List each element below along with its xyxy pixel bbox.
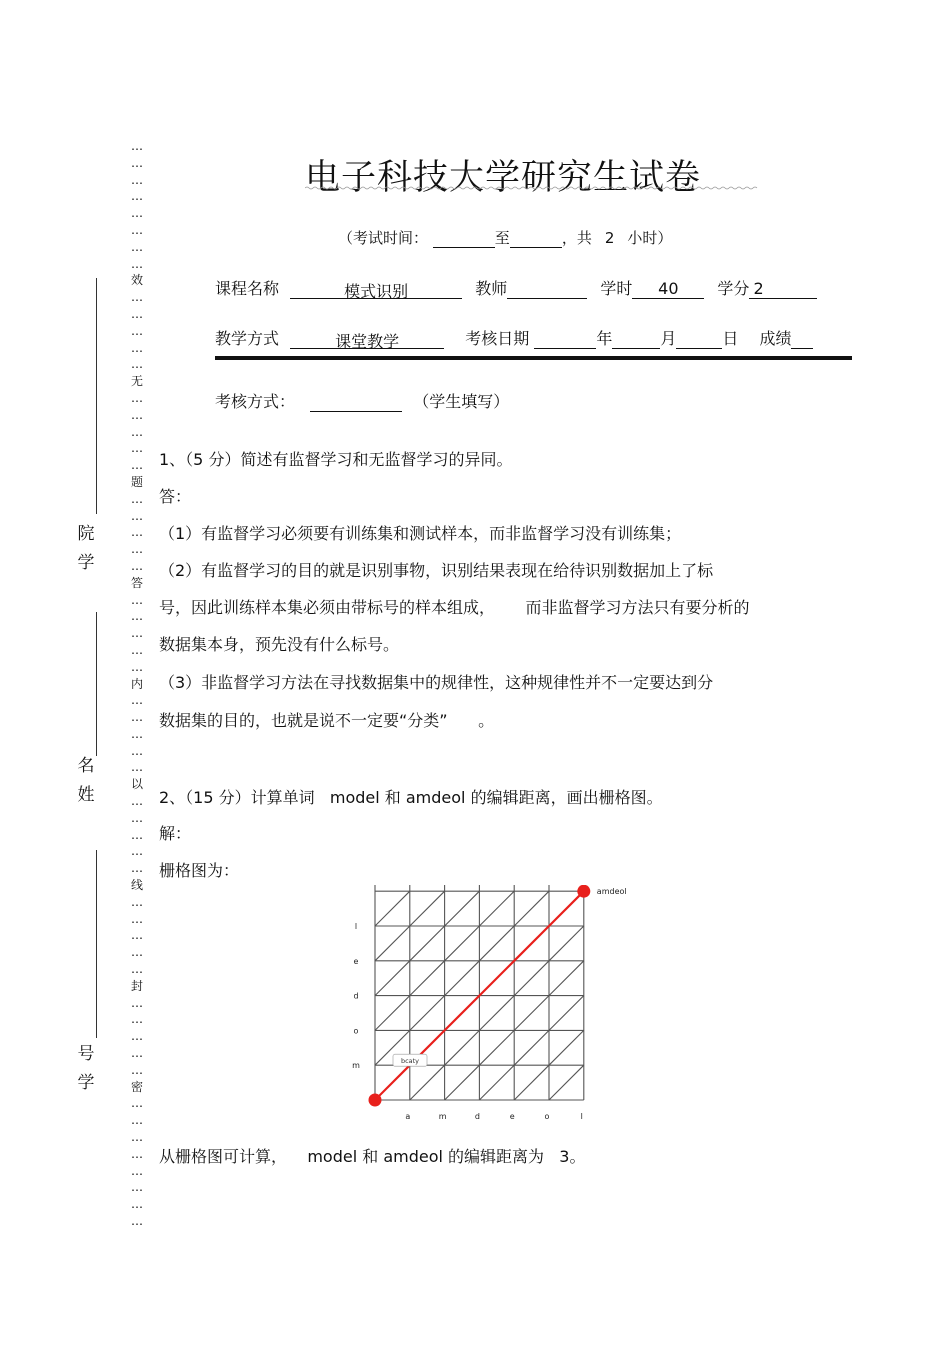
credit-value: 2 xyxy=(753,279,764,298)
course-value: 模式识别 xyxy=(344,282,409,301)
q1-answer-label: 答： xyxy=(159,487,192,506)
binding-char: 封 xyxy=(130,978,143,993)
binding-dots: … xyxy=(131,340,143,355)
grid-diagonal xyxy=(549,996,584,1031)
year-label: 年 xyxy=(596,329,613,348)
end-label: amdeol xyxy=(596,887,627,897)
binding-dots: … xyxy=(131,222,143,237)
binding-dots: … xyxy=(131,139,143,153)
q2-conclusion: 从栅格图可计算， model 和 amdeol 的编辑距离为 3。 xyxy=(159,1147,586,1166)
score-label: 成绩 xyxy=(759,329,792,348)
binding-dots: … xyxy=(131,189,143,204)
grid-diagonal xyxy=(445,1030,480,1065)
grid-diagonal xyxy=(514,961,549,996)
binding-dots: … xyxy=(131,1130,143,1145)
start-point xyxy=(369,1094,382,1107)
year-field xyxy=(534,329,596,349)
grid-diagonal xyxy=(375,996,410,1031)
sidebar-label-id xyxy=(76,1040,96,1098)
q2-solve-label: 解： xyxy=(159,824,192,843)
header-row-1 xyxy=(215,276,817,299)
binding-dots: … xyxy=(131,810,143,825)
binding-dots: … xyxy=(131,206,143,221)
teacher-field xyxy=(507,279,587,299)
exam-mode-row xyxy=(215,389,509,412)
grid-diagonal xyxy=(375,961,410,996)
exam-start-blank xyxy=(433,228,495,248)
exam-time-sep: ，共 xyxy=(561,229,592,247)
y-tick-label: l xyxy=(354,922,358,931)
grid-diagonal xyxy=(445,926,480,961)
binding-dots: … xyxy=(131,693,143,708)
grid-diagonal xyxy=(549,1065,584,1100)
exam-mode-note: （学生填写） xyxy=(413,392,510,411)
binding-dots: … xyxy=(131,508,143,523)
binding-dots: … xyxy=(131,172,143,187)
binding-dots: … xyxy=(131,1214,143,1228)
grid-diagonal xyxy=(410,891,445,926)
grid-diagonal xyxy=(410,1065,445,1100)
binding-dots: … xyxy=(131,1146,143,1161)
binding-dots: … xyxy=(131,962,143,977)
method-label: 教学方式 xyxy=(215,329,280,348)
binding-char: 内 xyxy=(130,676,143,691)
binding-dots: … xyxy=(131,1163,143,1178)
binding-char: 线 xyxy=(130,878,143,893)
q1-line: （1）有监督学习必须要有训练集和测试样本，而非监督学习没有训练集； xyxy=(159,524,682,543)
binding-dots: … xyxy=(131,945,143,960)
path-segment xyxy=(479,961,514,996)
binding-char: 题 xyxy=(130,474,143,489)
exam-time xyxy=(338,227,672,248)
exam-time-prefix: （考试时间： xyxy=(338,229,429,247)
binding-dots: … xyxy=(131,760,143,775)
hours-field xyxy=(632,279,704,299)
y-tick-label: e xyxy=(353,956,359,966)
path-segment xyxy=(445,996,480,1031)
grid-diagonal xyxy=(445,961,480,996)
binding-dots: … xyxy=(131,1062,143,1077)
binding-dots: … xyxy=(131,290,143,305)
binding-dots: … xyxy=(131,407,143,422)
title-wavy-underline xyxy=(305,186,760,190)
path-segment xyxy=(375,1065,410,1100)
method-field xyxy=(290,329,444,349)
header-divider xyxy=(215,356,852,360)
grid-diagonal xyxy=(549,1030,584,1065)
binding-dots: … xyxy=(131,861,143,876)
binding-dots: … xyxy=(131,357,143,372)
edit-distance-lattice xyxy=(340,885,640,1130)
binding-dots: … xyxy=(131,1046,143,1061)
binding-dots: … xyxy=(131,491,143,506)
binding-char: 以 xyxy=(130,777,143,792)
binding-dots: … xyxy=(131,642,143,657)
grid-diagonal xyxy=(549,926,584,961)
exam-mode-label: 考核方式： xyxy=(215,392,296,411)
grid-diagonal xyxy=(375,891,410,926)
day-field xyxy=(676,329,722,349)
binding-dots: … xyxy=(131,827,143,842)
binding-dots: … xyxy=(131,844,143,859)
credit-field xyxy=(749,279,817,299)
month-label: 月 xyxy=(660,329,677,348)
binding-dots: … xyxy=(131,743,143,758)
binding-dots: … xyxy=(131,911,143,926)
binding-char: 密 xyxy=(130,1079,143,1094)
sidebar-char: 号 xyxy=(77,1044,95,1064)
y-tick-label: o xyxy=(353,1026,359,1036)
x-tick-label: a xyxy=(405,1112,411,1121)
q1-line: （3）非监督学习方法在寻找数据集中的规律性，这种规律性并不一定要达到分 xyxy=(159,673,714,692)
binding-dots: … xyxy=(131,239,143,254)
x-tick-label: o xyxy=(544,1112,550,1121)
exam-time-suffix: 小时） xyxy=(627,229,673,247)
course-field xyxy=(290,279,462,299)
binding-dots: … xyxy=(131,928,143,943)
x-tick-label: e xyxy=(509,1112,515,1121)
hours-label: 学时 xyxy=(600,279,633,298)
grid-diagonal xyxy=(375,926,410,961)
sidebar-char: 院 xyxy=(77,524,95,544)
exam-mode-field xyxy=(310,392,402,412)
binding-dots: … xyxy=(131,525,143,540)
grid-diagonal xyxy=(549,961,584,996)
method-value: 课堂教学 xyxy=(335,332,400,351)
grid-diagonal xyxy=(514,891,549,926)
binding-dots: … xyxy=(131,659,143,674)
binding-dots: … xyxy=(131,458,143,473)
binding-dots: … xyxy=(131,894,143,909)
exam-hours: 2 xyxy=(604,229,615,247)
credit-label: 学分 xyxy=(717,279,750,298)
q1-line: 数据集本身，预先没有什么标号。 xyxy=(159,635,400,654)
binding-dots: … xyxy=(131,256,143,271)
sidebar-char: 名 xyxy=(77,756,95,776)
sidebar-label-college xyxy=(76,520,96,578)
sidebar-char: 姓 xyxy=(77,785,95,805)
binding-dots: … xyxy=(131,424,143,439)
sidebar-rule-1 xyxy=(96,278,97,514)
hours-value: 40 xyxy=(658,279,679,298)
binding-dots: … xyxy=(131,306,143,321)
grid-diagonal xyxy=(514,1065,549,1100)
grid-diagonal xyxy=(410,926,445,961)
end-point xyxy=(577,885,590,898)
grid-diagonal xyxy=(410,961,445,996)
grid-diagonal xyxy=(445,1065,480,1100)
binding-dots: … xyxy=(131,710,143,725)
binding-dots: … xyxy=(131,1096,143,1111)
score-field xyxy=(791,329,813,349)
path-segment xyxy=(514,926,549,961)
exam-end-blank xyxy=(510,228,562,248)
course-label: 课程名称 xyxy=(215,279,280,298)
path-segment xyxy=(549,891,584,926)
date-label: 考核日期 xyxy=(465,329,530,348)
grid-diagonal xyxy=(479,996,514,1031)
x-tick-label: d xyxy=(474,1112,480,1121)
binding-dots: … xyxy=(131,592,143,607)
binding-dots: … xyxy=(131,441,143,456)
binding-dots: … xyxy=(131,558,143,573)
q2-grid-label: 栅格图为： xyxy=(159,861,240,880)
binding-char: 答 xyxy=(130,575,143,590)
binding-char: 无 xyxy=(130,374,143,389)
grid-diagonal xyxy=(479,1030,514,1065)
binding-char: 效 xyxy=(130,273,143,288)
binding-dots: … xyxy=(131,1197,143,1212)
grid-diagonal xyxy=(479,926,514,961)
y-tick-label: d xyxy=(353,991,359,1001)
q2-title: 2、（15 分）计算单词 model 和 amdeol 的编辑距离，画出栅格图。 xyxy=(159,788,663,807)
y-tick-label: m xyxy=(352,1061,360,1071)
binding-dots: … xyxy=(131,1012,143,1027)
sidebar-char: 学 xyxy=(77,1073,95,1093)
binding-dots: … xyxy=(131,626,143,641)
exam-time-to: 至 xyxy=(494,229,510,247)
grid-diagonal xyxy=(479,1065,514,1100)
binding-dots: … xyxy=(131,323,143,338)
sidebar-label-name xyxy=(76,752,96,810)
q1-line: 号，因此训练样本集必须由带标号的样本组成， 而非监督学习方法只有要分析的 xyxy=(159,598,750,617)
binding-dots: … xyxy=(131,726,143,741)
teacher-label: 教师 xyxy=(475,279,508,298)
grid-diagonal xyxy=(410,996,445,1031)
x-tick-label: l xyxy=(580,1112,583,1121)
binding-line-column xyxy=(125,138,149,1230)
binding-dots: … xyxy=(131,995,143,1010)
binding-dots: … xyxy=(131,1113,143,1128)
q1-line: 数据集的目的，也就是说不一定要“分类” 。 xyxy=(159,711,495,730)
binding-dots: … xyxy=(131,542,143,557)
binding-dots: … xyxy=(131,1180,143,1195)
tooltip-label: bcaty xyxy=(400,1057,420,1066)
grid-diagonal xyxy=(514,996,549,1031)
binding-dots: … xyxy=(131,1029,143,1044)
binding-dots: … xyxy=(131,609,143,624)
grid-diagonal xyxy=(445,891,480,926)
q1-title: 1、（5 分）简述有监督学习和无监督学习的异同。 xyxy=(159,450,513,469)
header-row-2 xyxy=(215,326,813,349)
x-tick-label: m xyxy=(438,1112,447,1121)
page-title: 电子科技大学研究生试卷 xyxy=(305,158,702,198)
sidebar-rule-3 xyxy=(96,850,97,1038)
day-label: 日 xyxy=(722,329,739,348)
sidebar-char: 学 xyxy=(77,553,95,573)
grid-diagonal xyxy=(514,1030,549,1065)
q1-line: （2）有监督学习的目的就是识别事物，识别结果表现在给待识别数据加上了标 xyxy=(159,561,714,580)
binding-dots: … xyxy=(131,155,143,170)
month-field xyxy=(612,329,660,349)
grid-diagonal xyxy=(479,891,514,926)
binding-dots: … xyxy=(131,794,143,809)
binding-dots: … xyxy=(131,390,143,405)
sidebar-rule-2 xyxy=(96,612,97,756)
